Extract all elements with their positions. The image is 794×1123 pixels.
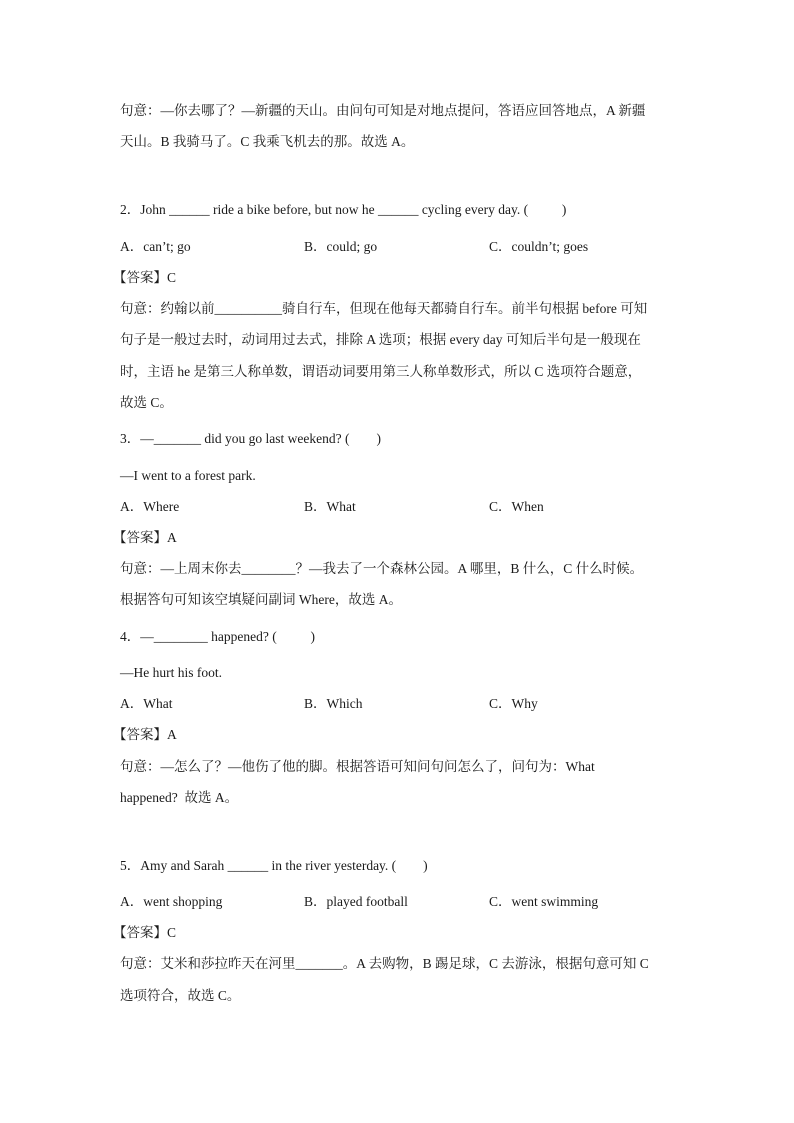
q4-explanation-line-1: 句意：—怎么了？—他伤了他的脚。根据答语可知问句问怎么了，问句为：What — [120, 759, 595, 774]
q3-option-b: B．What — [304, 499, 356, 514]
q4-option-b: B．Which — [304, 696, 363, 711]
q2-explanation-line-2: 句子是一般过去时，动词用过去式，排除 A 选项；根据 every day 可知后半句是一般现在 — [120, 332, 641, 347]
q5-explanation-line-2: 选项符合，故选 C。 — [120, 988, 241, 1003]
q2-explanation-line-3: 时，主语 he 是第三人称单数，谓语动词要用第三人称单数形式，所以 C 选项符合题意， — [120, 364, 642, 379]
q2-answer: 【答案】C — [113, 270, 177, 285]
q2-option-b: B．could; go — [304, 239, 378, 254]
q2-stem: 2．John ______ ride a bike before, but now he ______ cycling every day. ( ) — [120, 202, 567, 217]
q5-stem: 5．Amy and Sarah ______ in the river yesterday. ( ) — [120, 858, 428, 873]
q4-option-a: A．What — [120, 696, 173, 711]
q5-option-a: A．went shopping — [120, 894, 223, 909]
q2-option-a: A．can’t; go — [120, 239, 191, 254]
q5-explanation-line-1: 句意：艾米和莎拉昨天在河里_______。A 去购物，B 踢足球，C 去游泳，根据句意可知 C — [120, 956, 649, 971]
q4-option-c: C．Why — [489, 696, 538, 711]
q4-reply: —He hurt his foot. — [120, 665, 222, 680]
q4-explanation-line-2: happened? 故选 A。 — [120, 790, 239, 805]
q3-option-c: C．When — [489, 499, 544, 514]
q4-answer: 【答案】A — [113, 727, 177, 742]
q3-explanation-line-1: 句意：—上周末你去________？—我去了一个森林公园。A 哪里，B 什么，C 什么时候。 — [120, 561, 644, 576]
q3-answer: 【答案】A — [113, 530, 177, 545]
q2-option-c: C．couldn’t; goes — [489, 239, 589, 254]
q1-explanation-line-1: 句意：—你去哪了？—新疆的天山。由问句可知是对地点提问，答语应回答地点，A 新疆 — [120, 103, 646, 118]
q5-answer: 【答案】C — [113, 925, 177, 940]
q5-option-b: B．played football — [304, 894, 408, 909]
q3-reply: —I went to a forest park. — [120, 468, 256, 483]
q4-stem: 4．—________ happened? ( ) — [120, 629, 315, 644]
q2-explanation-line-1: 句意：约翰以前__________骑自行车，但现在他每天都骑自行车。前半句根据 before 可知 — [120, 301, 648, 316]
q2-explanation-line-4: 故选 C。 — [120, 395, 173, 410]
q3-explanation-line-2: 根据答句可知该空填疑问副词 Where，故选 A。 — [120, 592, 402, 607]
q3-option-a: A．Where — [120, 499, 180, 514]
q1-explanation-line-2: 天山。B 我骑马了。C 我乘飞机去的那。故选 A。 — [120, 134, 415, 149]
q3-stem: 3．—_______ did you go last weekend? ( ) — [120, 431, 381, 446]
q5-option-c: C．went swimming — [489, 894, 599, 909]
